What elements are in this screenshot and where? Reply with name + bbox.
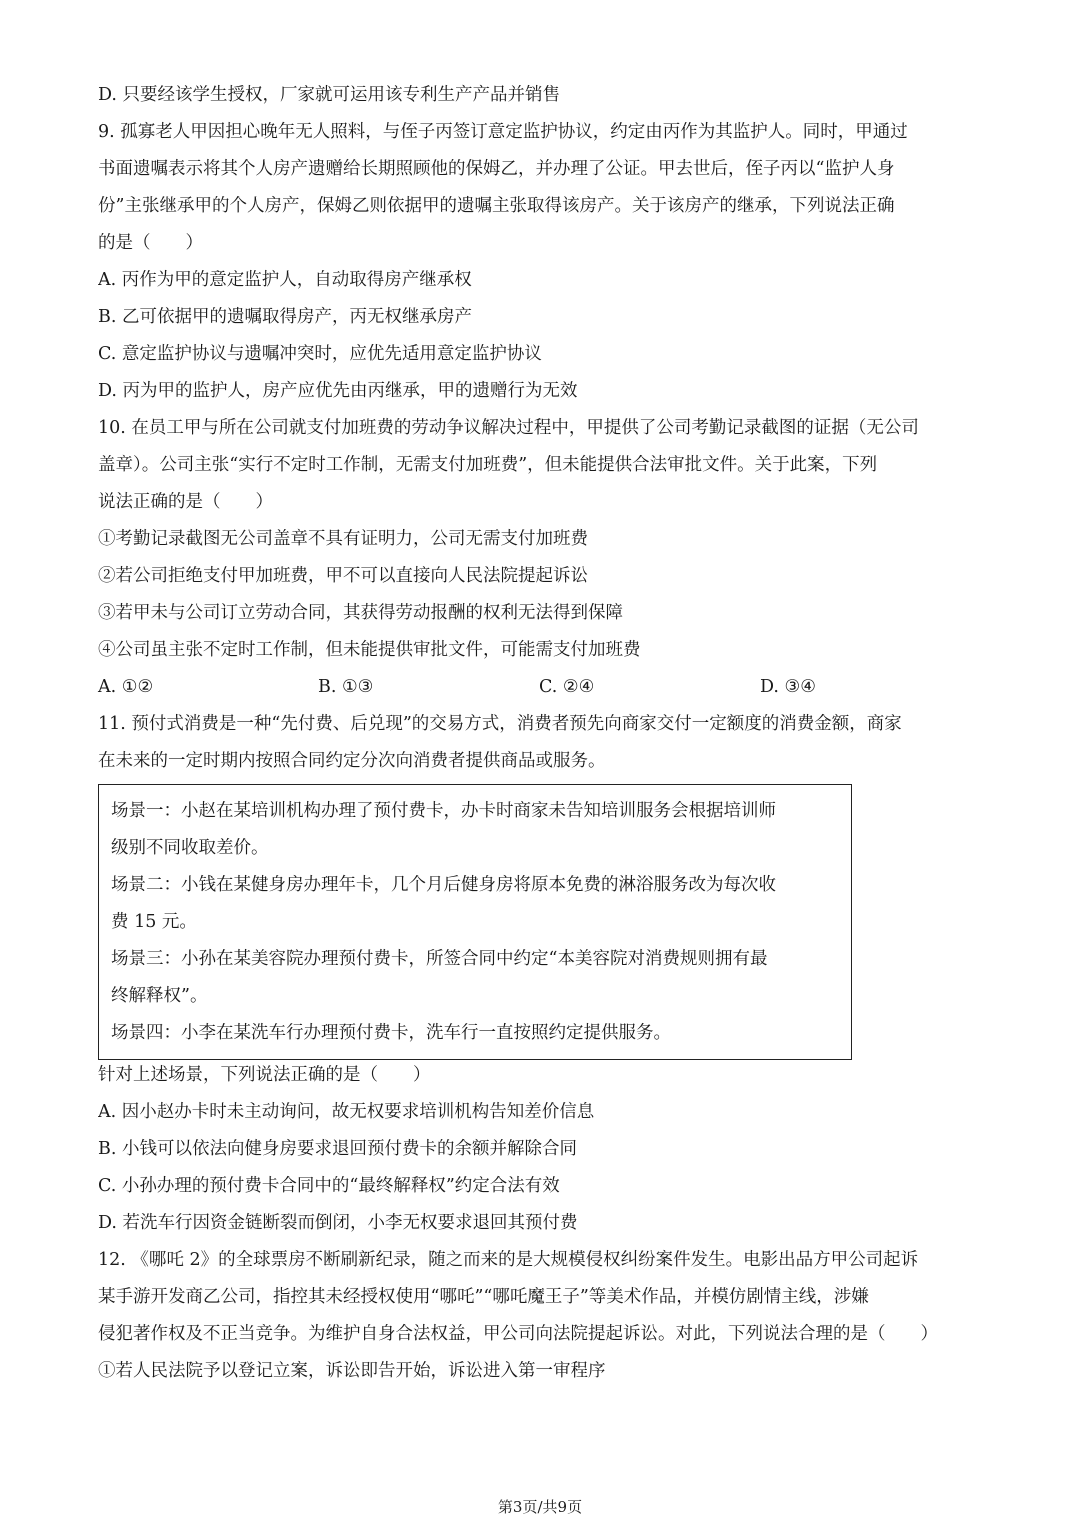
q11-option-b: B. 小钱可以依法向健身房要求退回预付费卡的余额并解除合同 (98, 1139, 577, 1159)
q12-stem-line-2: 某手游开发商乙公司，指控其未经授权使用“哪吒”“哪吒魔王子”等美术作品，并模仿剧情主线，涉嫌 (98, 1287, 869, 1307)
scenario-line-7: 场景四：小李在某洗车行办理预付费卡，洗车行一直按照约定提供服务。 (111, 1023, 671, 1043)
q10-option-d: D. ③④ (760, 677, 816, 697)
q11-option-d: D. 若洗车行因资金链断裂而倒闭，小李无权要求退回其预付费 (98, 1213, 578, 1233)
scenario-box (98, 784, 852, 1060)
q9-option-c: C. 意定监护协议与遗嘱冲突时，应优先适用意定监护协议 (98, 344, 542, 364)
scenario-line-3: 场景二：小钱在某健身房办理年卡，几个月后健身房将原本免费的淋浴服务改为每次收 (111, 875, 776, 895)
q9-option-b: B. 乙可依据甲的遗嘱取得房产，丙无权继承房产 (98, 307, 472, 327)
q10-stem-line-1: 10. 在员工甲与所在公司就支付加班费的劳动争议解决过程中，甲提供了公司考勤记录截图的证据（无公司 (98, 418, 919, 438)
scenario-line-4: 费 15 元。 (111, 912, 197, 932)
q12-item-1: ①若人民法院予以登记立案，诉讼即告开始，诉讼进入第一审程序 (98, 1361, 606, 1381)
q9-stem-line-1: 9. 孤寡老人甲因担心晚年无人照料，与侄子丙签订意定监护协议，约定由丙作为其监护人。同时，甲通过 (98, 122, 908, 142)
q10-item-4: ④公司虽主张不定时工作制，但未能提供审批文件，可能需支付加班费 (98, 640, 641, 660)
q10-stem-line-3: 说法正确的是（ ） (98, 492, 273, 512)
scenario-line-6: 终解释权”。 (111, 986, 208, 1006)
q10-item-1: ①考勤记录截图无公司盖章不具有证明力，公司无需支付加班费 (98, 529, 588, 549)
q10-stem-line-2: 盖章）。公司主张“实行不定时工作制，无需支付加班费”，但未能提供合法审批文件。关于此案，下列 (98, 455, 878, 475)
q11-option-a: A. 因小赵办卡时未主动询问，故无权要求培训机构告知差价信息 (98, 1102, 595, 1122)
q9-stem-line-3: 份”主张继承甲的个人房产，保姆乙则依据甲的遗嘱主张取得该房产。关于该房产的继承，下列说法正确 (98, 196, 895, 216)
q11-stem-line-1: 11. 预付式消费是一种“先付费、后兑现”的交易方式，消费者预先向商家交付一定额度的消费金额，商家 (98, 714, 902, 734)
q12-stem-line-1: 12. 《哪吒 2》的全球票房不断刷新纪录，随之而来的是大规模侵权纠纷案件发生。电影出品方甲公司起诉 (98, 1250, 919, 1270)
scenario-line-2: 级别不同收取差价。 (111, 838, 269, 858)
q10-option-a: A. ①② (98, 677, 154, 697)
q12-stem-line-3: 侵犯著作权及不正当竞争。为维护自身合法权益，甲公司向法院提起诉讼。对此，下列说法合理的是（ ） (98, 1324, 938, 1344)
q10-options-row (98, 675, 998, 699)
q11-stem-line-2: 在未来的一定时期内按照合同约定分次向消费者提供商品或服务。 (98, 751, 606, 771)
q8-option-d: D. 只要经该学生授权，厂家就可运用该专利生产产品并销售 (98, 85, 561, 105)
q9-stem-line-2: 书面遗嘱表示将其个人房产遗赠给长期照顾他的保姆乙，并办理了公证。甲去世后，侄子丙以“监护人身 (98, 159, 895, 179)
q10-option-b: B. ①③ (318, 677, 374, 697)
q11-option-c: C. 小孙办理的预付费卡合同中的“最终解释权”约定合法有效 (98, 1176, 560, 1196)
q10-item-3: ③若甲未与公司订立劳动合同，其获得劳动报酬的权利无法得到保障 (98, 603, 623, 623)
q9-stem-line-4: 的是（ ） (98, 233, 203, 253)
q11-question: 针对上述场景，下列说法正确的是（ ） (98, 1065, 431, 1085)
q10-item-2: ②若公司拒绝支付甲加班费，甲不可以直接向人民法院提起诉讼 (98, 566, 588, 586)
scenario-line-1: 场景一：小赵在某培训机构办理了预付费卡，办卡时商家未告知培训服务会根据培训师 (111, 801, 776, 821)
scenario-line-5: 场景三：小孙在某美容院办理预付费卡，所签合同中约定“本美容院对消费规则拥有最 (111, 949, 768, 969)
page-number: 第3页/共9页 (497, 1498, 583, 1516)
q9-option-a: A. 丙作为甲的意定监护人，自动取得房产继承权 (98, 270, 472, 290)
q10-option-c: C. ②④ (539, 677, 595, 697)
q9-option-d: D. 丙为甲的监护人，房产应优先由丙继承，甲的遗赠行为无效 (98, 381, 578, 401)
